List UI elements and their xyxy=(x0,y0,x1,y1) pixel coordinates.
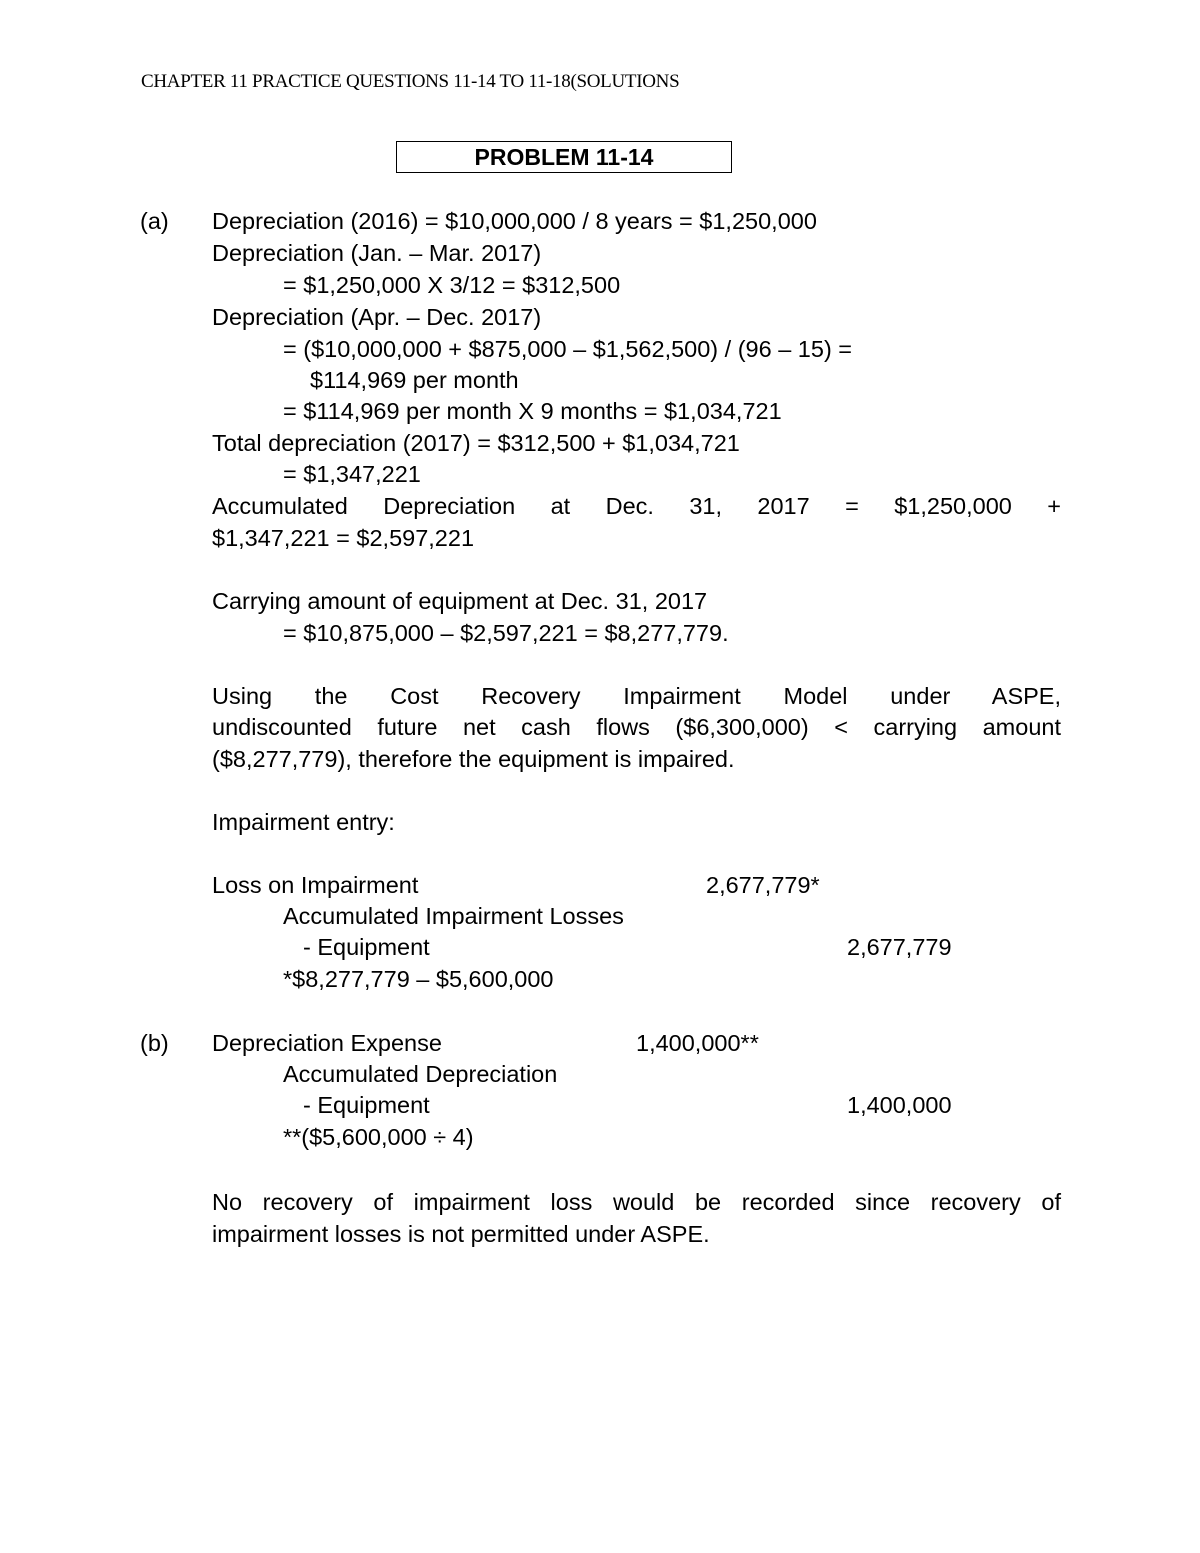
debit-amount: 1,400,000** xyxy=(636,1030,759,1056)
part-a-label: (a) xyxy=(140,208,169,234)
text-line: = $1,250,000 X 3/12 = $312,500 xyxy=(283,272,621,298)
problem-title: PROBLEM 11-14 xyxy=(396,141,732,173)
text-line: impairment losses is not permitted under ASPE. xyxy=(212,1221,710,1247)
text-line: No recovery of impairment loss would be recorded since recovery of xyxy=(212,1189,1061,1215)
text-line: = ($10,000,000 + $875,000 – $1,562,500) / (96 – 15) = xyxy=(283,336,853,362)
text-line: Carrying amount of equipment at Dec. 31, 2017 xyxy=(212,588,708,614)
text-line: Depreciation (Jan. – Mar. 2017) xyxy=(212,240,542,266)
entry-note: *$8,277,779 – $5,600,000 xyxy=(283,966,554,992)
debit-account: Loss on Impairment xyxy=(212,872,419,898)
text-line: Using the Cost Recovery Impairment Model under ASPE, xyxy=(212,683,1061,709)
text-line: $114,969 per month xyxy=(310,367,519,393)
debit-amount: 2,677,779* xyxy=(706,872,820,898)
text-line: Accumulated Depreciation at Dec. 31, 2017 = $1,250,000 + xyxy=(212,493,1061,519)
text-line: = $10,875,000 – $2,597,221 = $8,277,779. xyxy=(283,620,729,646)
text-line: = $114,969 per month X 9 months = $1,034,721 xyxy=(283,398,782,424)
credit-account-sub: - Equipment xyxy=(303,1092,430,1118)
credit-account: Accumulated Impairment Losses xyxy=(283,903,624,929)
credit-amount: 2,677,779 xyxy=(847,934,952,960)
text-line: = $1,347,221 xyxy=(283,461,421,487)
text-line: $1,347,221 = $2,597,221 xyxy=(212,525,475,551)
credit-account: Accumulated Depreciation xyxy=(283,1061,558,1087)
text-line: undiscounted future net cash flows ($6,300,000) < carrying amount xyxy=(212,714,1061,740)
entry-note: **($5,600,000 ÷ 4) xyxy=(283,1124,474,1150)
text-line: Depreciation (2016) = $10,000,000 / 8 years = $1,250,000 xyxy=(212,208,817,234)
chapter-header: CHAPTER 11 PRACTICE QUESTIONS 11-14 TO 11-18(SOLUTIONS xyxy=(141,71,680,92)
credit-account-sub: - Equipment xyxy=(303,934,430,960)
part-b-label: (b) xyxy=(140,1030,169,1056)
text-line: Impairment entry: xyxy=(212,809,395,835)
text-line: ($8,277,779), therefore the equipment is impaired. xyxy=(212,746,735,772)
credit-amount: 1,400,000 xyxy=(847,1092,952,1118)
text-line: Total depreciation (2017) = $312,500 + $1,034,721 xyxy=(212,430,740,456)
text-line: Depreciation (Apr. – Dec. 2017) xyxy=(212,304,542,330)
debit-account: Depreciation Expense xyxy=(212,1030,442,1056)
